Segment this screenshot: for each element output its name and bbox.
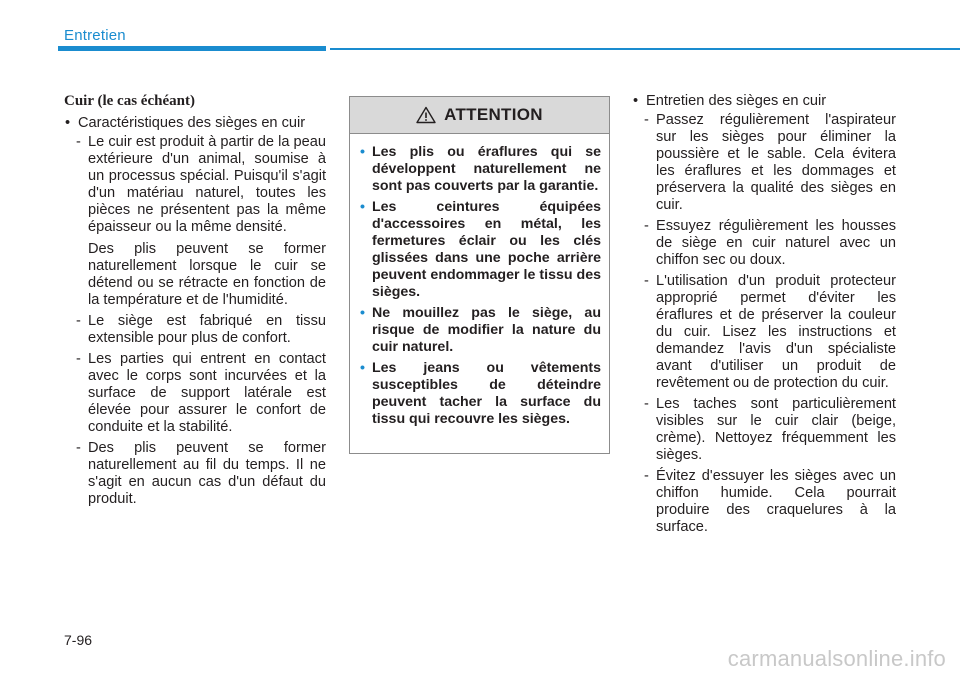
- attention-box: [349, 96, 610, 454]
- section-heading: Cuir (le cas échéant): [64, 93, 195, 109]
- attention-body: [350, 134, 609, 428]
- warning-triangle-icon: [416, 106, 436, 124]
- left-column: [64, 93, 326, 512]
- list-item: - Les parties qui entrent en contact avec le corps sont incurvées et la surface de support latérale est élevée pour assurer le confort de conduite et la stabilité.: [64, 351, 326, 436]
- paragraph: Des plis peuvent se former naturellement lorsque le cuir se détend ou se rétracte en fonction de la température et de l'humidité.: [88, 241, 326, 308]
- attention-title: ATTENTION: [444, 105, 543, 124]
- header-rule-thin: [330, 48, 960, 50]
- list-item: - Évitez d'essuyer les sièges avec un chiffon humide. Cela pourrait produire des craquelures à la surface.: [632, 468, 896, 536]
- list-item: - Des plis peuvent se former naturellement au fil du temps. Il ne s'agit en aucun cas d'un défaut du produit.: [64, 440, 326, 508]
- list-item: - Le siège est fabriqué en tissu extensible pour plus de confort.: [64, 313, 326, 347]
- attention-item: • Les plis ou éraflures qui se développent naturellement ne sont pas couverts par la garantie.: [360, 144, 601, 195]
- watermark: carmanualsonline.info: [727, 646, 946, 671]
- bullet-leather-care: • Entretien des sièges en cuir: [632, 93, 896, 110]
- bullet-leather-characteristics: • Caractéristiques des sièges en cuir: [64, 115, 326, 132]
- attention-item: • Les jeans ou vêtements susceptibles de déteindre peuvent tacher la surface du tissu qui recouvre les sièges.: [360, 360, 601, 428]
- list-item: - L'utilisation d'un produit protecteur approprié permet d'éviter les éraflures et de préserver la couleur du cuir. Lisez les instructions et demandez l'avis d'un spécialiste avant d'utiliser un produit de revêtement ou de protection du cuir.: [632, 273, 896, 392]
- attention-header: [350, 97, 609, 134]
- page-number: 7-96: [64, 632, 93, 648]
- list-item: - Essuyez régulièrement les housses de siège en cuir naturel avec un chiffon sec ou doux.: [632, 218, 896, 269]
- header-rule-thick: [58, 46, 326, 51]
- right-column: [632, 93, 896, 540]
- attention-item: • Les ceintures équipées d'accessoires en métal, les fermetures éclair ou les clés glissées dans une poche arrière peuvent endommager le tissu des sièges.: [360, 199, 601, 301]
- list-item: - Passez régulièrement l'aspirateur sur les sièges pour éliminer la poussière et le sable. Cela évitera les éraflures et les dommages et préservera la qualité des sièges en cuir.: [632, 112, 896, 214]
- section-title: Entretien: [64, 27, 126, 44]
- attention-item: • Ne mouillez pas le siège, au risque de modifier la nature du cuir naturel.: [360, 305, 601, 356]
- list-item: - Les taches sont particulièrement visibles sur le cuir clair (beige, crème). Nettoyez fréquemment les sièges.: [632, 396, 896, 464]
- list-item: - Le cuir est produit à partir de la peau extérieure d'un animal, soumise à un processus spécial. Puisqu'il s'agit d'un matériau naturel, toutes les pièces ne présentent pas la même épaisseur ou la même densité.: [64, 134, 326, 236]
